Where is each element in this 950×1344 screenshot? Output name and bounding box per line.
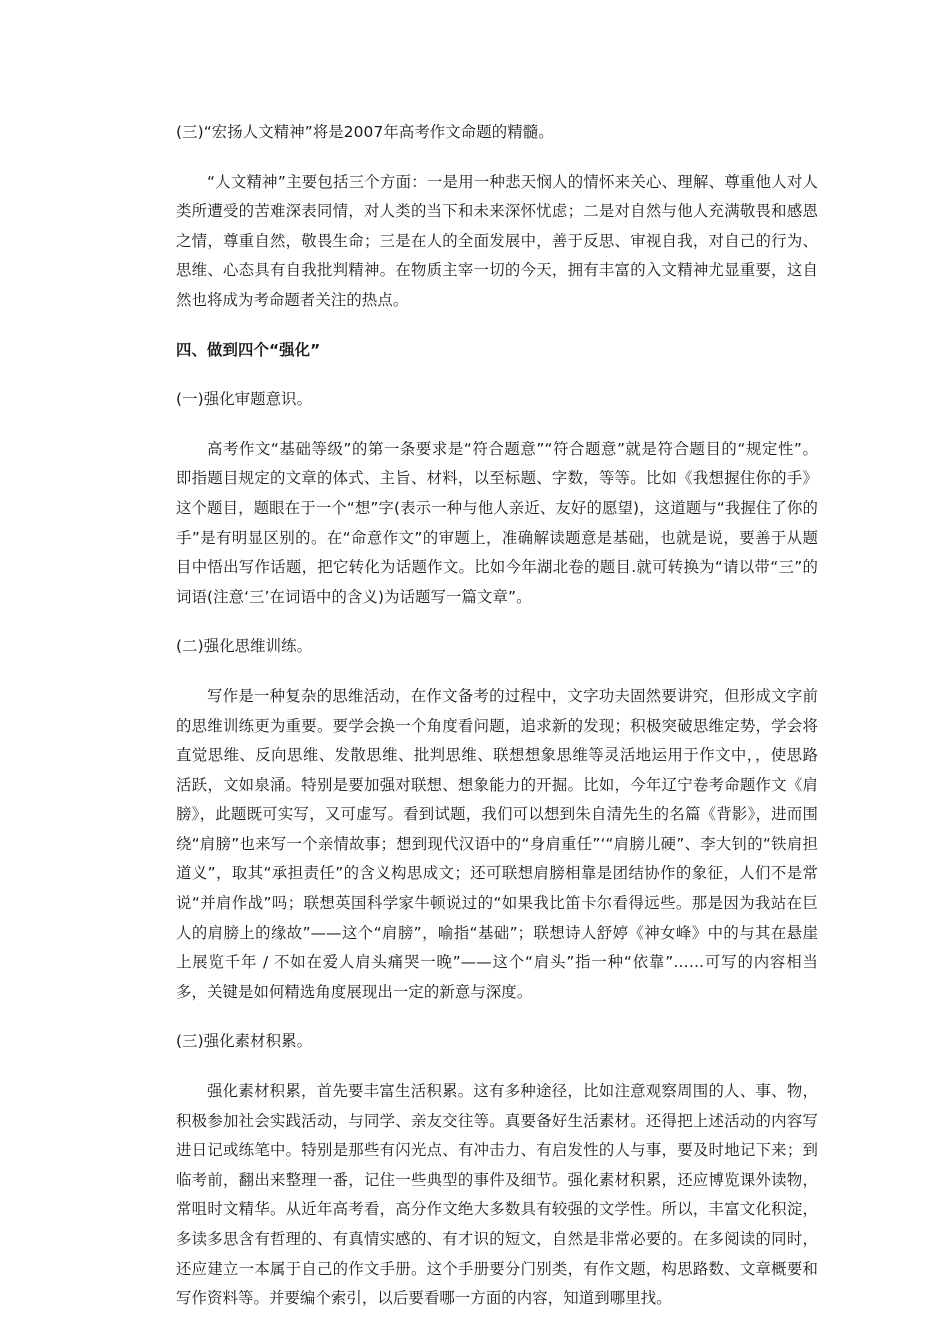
paragraph-topic-awareness: 高考作文“基础等级”的第一条要求是“符合题意”“符合题意”就是符合题目的“规定性”。 即指题目规定的文章的体式、主旨、材料，以至标题、字数，等等。比如《我想握住你的手》这个题目，题眼在于一个“想”字(表示一种与他人亲近、友好的愿望)，这道题与“我握住了你的手”是有明显区别的。在“命意作文”的审题上，准确解读题意是基础，也就是说，要善于从题目中悟出写作话题，把它转化为话题作文。比如今年湖北卷的题目.就可转换为“请以带“三”的词语(注意‘三’在词语中的含义)为话题写一篇文章”。 — [176, 439, 818, 606]
paragraph-humanism: “人文精神”主要包括三个方面：一是用一种悲天悯人的情怀来关心、理解、尊重他人对人类所遭受的苦难深表同情，对人类的当下和未来深怀忧虑；二是对自然与他人充满敬畏和感恩之情，尊重自然，敬畏生命；三是在人的全面发展中，善于反思、审视自我，对自己的行为、思维、心态具有自我批判精神。在物质主宰一切的今天，拥有丰富的入文精神尤显重要，这自然也将成为考命题者关注的热点。 — [176, 172, 818, 309]
paragraph-thinking: 写作是一种复杂的思维活动，在作文备考的过程中，文字功夫固然要讲究，但形成文字前的思维训练更为重要。要学会换一个角度看问题，追求新的发现；积极突破思维定势，学会将直觉思维、反向思维、发散思维、批判思维、联想想象思维等灵活地运用于作文中，，使思路活跃，文如泉涌。特别是要加强对联想、想象能力的开掘。比如，今年辽宁卷考命题作文《肩膀》，此题既可实写，又可虚写。看到试题，我们可以想到朱自清先生的名篇《背影》，进而围绕“肩膀”也来写一个亲情故事；想到现代汉语中的“身肩重任”‘“肩膀儿硬”、李大钊的“铁肩担道义”，取其“承担责任”的含义构思成文；还可联想肩膀相靠是团结协作的象征，人们不是常说“并肩作战”吗；联想英国科学家牛顿说过的“如果我比笛卡尔看得远些。那是因为我站在巨人的肩膀上的缘故”——这个“肩膀”，喻指“基础”；联想诗人舒婷《神女峰》中的与其在悬崖上展览千年 / 不如在爱人肩头痛哭一晚”——这个“肩头”指一种“依靠”……可写的内容相当多，关键是如何精选角度展现出一定的新意与深度。 — [176, 686, 818, 1001]
paragraph-materials: 强化素材积累，首先要丰富生活积累。这有多种途径，比如注意观察周围的人、事、物，积极参加社会实践活动，与同学、亲友交往等。真要备好生活素材。还得把上述活动的内容写进日记或练笔中。特别是那些有闪光点、有冲击力、有启发性的人与事，要及时地记下来；到临考前，翻出来整理一番，记住一些典型的事件及细节。强化素材积累，还应博览课外读物，常咀时文精华。从近年高考看，高分作文绝大多数具有较强的文学性。所以，丰富文化积淀，多读多思含有哲理的、有真情实感的、有才识的短文，自然是非常必要的。在多阅读的同时，还应建立一本属于自己的作文手册。这个手册要分门别类，有作文题，构思路数、文章概要和写作资料等。并要编个索引，以后要看哪一方面的内容，知道到哪里找。 — [176, 1082, 818, 1308]
subheading-4-1: (一)强化审题意识。 — [176, 390, 313, 409]
subheading-4-3: (三)强化素材积累。 — [176, 1032, 313, 1051]
document-body — [176, 118, 818, 1314]
subheading-3: (三)“宏扬人文精神”将是2007年高考作文命题的精髓。 — [176, 123, 554, 141]
subheading-4-2: (二)强化思维训练。 — [176, 637, 313, 656]
section-heading-4: 四、做到四个“强化” — [176, 340, 321, 359]
